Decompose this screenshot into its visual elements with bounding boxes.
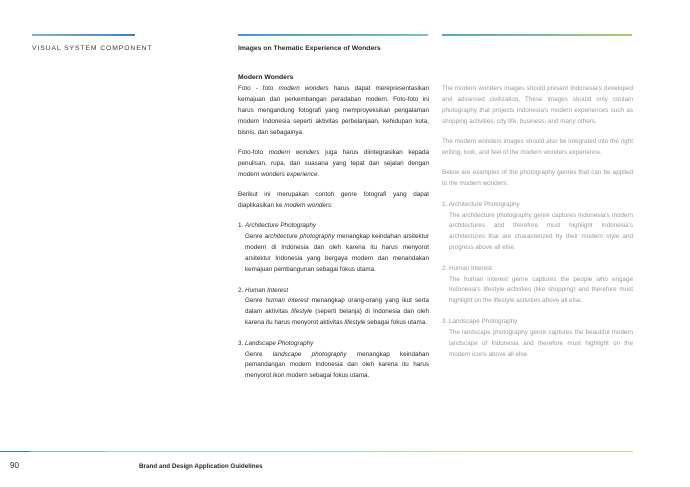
en-list-item-body: The human interest genre captures the people who engage Indonesia's lifestyle activities (like shopping) and therefore must highlight on the lifestyle activities above all else. — [449, 275, 633, 305]
italic-term: Human Interest — [245, 286, 289, 294]
en-list-item-body: The landscape photography genre captures the beautiful modern landscape of Indonesia and therefore must highlight on the modern icons above all else. — [449, 328, 633, 358]
column-heading: Modern Wonders — [238, 74, 294, 81]
footer-title: Brand and Design Application Guidelines — [139, 463, 263, 470]
id-list-item-body: Genre architecture photography menangkap keindahan arsitektur modern di Indonesia dan oleh karena itu harus menyorot arsitektur Indonesia yang bergaya modern dan menandakan kemajuan pembangunan sebagai fokus utama. — [245, 233, 429, 274]
footer-rule-light — [106, 451, 633, 452]
id-list-item-title: 2. Human Interest — [238, 286, 289, 294]
footer-rule-dark — [0, 451, 30, 452]
en-paragraph-3: Below are examples of the photography genres that can be applied to the modern wonders: — [442, 169, 633, 188]
en-list-item-body: The architecture photography genre captures Indonesia's modern architectures and therefore must highlight Indonesia's architectures that are characterized by their modern style and progress above all else. — [449, 211, 633, 252]
italic-term: human interest — [265, 297, 309, 305]
section-title: Images on Thematic Experience of Wonders — [238, 45, 381, 52]
italic-term: landscape photography — [272, 350, 347, 358]
section-label: VISUAL SYSTEM COMPONENT — [32, 45, 153, 52]
id-paragraph-1: Foto - foto modern wonders harus dapat merepresentasikan kemajuan dan perkembangan peradaban modern. Foto-foto ini harus mengandung fotografi yang memproyeksikan pengalaman modern Indonesia seperti aktivitas perbelanjaan, kehidupan kota, bisnis, dan sebagainya. — [238, 84, 429, 136]
en-list-item-3 — [442, 317, 633, 361]
en-list-item-1 — [442, 200, 633, 255]
italic-term: modern wonders — [284, 202, 332, 210]
id-list-item-2 — [238, 286, 429, 330]
en-paragraph-1: The modern wonders images should present Indonesia's developed and advanced civilization. These images should only contain photography that projects Indonesia's modern experiences such as shopping activities, city life, business, and many others. — [442, 84, 633, 125]
en-list-item-title: 2. Human Interest — [442, 264, 493, 272]
footer-rule-mid — [30, 451, 106, 452]
header-rule-left — [32, 34, 135, 36]
indonesian-column — [238, 73, 429, 392]
id-list-item-3 — [238, 339, 429, 383]
english-column — [442, 73, 633, 370]
id-paragraph-3: Berikut ini merupakan contoh genre fotografi yang dapat diaplikasikan ke modern wonders: — [238, 191, 429, 210]
id-list-item-body: Genre landscape photography menangkap keindahan pemandangan modern Indonesia dan oleh karena itu harus menyorot ikon modern sebagai fokus utama. — [245, 350, 429, 380]
italic-term: lifestyle — [291, 308, 313, 316]
italic-term: Landscape Photography — [245, 339, 314, 347]
italic-term: lifestyle — [344, 319, 366, 327]
en-list-item-2 — [442, 264, 633, 308]
id-list-item-title: 3. Landscape Photography — [238, 339, 314, 347]
italic-term: modern wonders — [268, 148, 320, 156]
italic-term: Architecture Photography — [245, 222, 317, 230]
id-paragraph-2: Foto-foto modern wonders juga harus diintegrasikan kepada penulisan, rupa, dan suasana yang tepat dan sejalan dengan modern wonders experience. — [238, 148, 429, 178]
en-list-item-title: 1. Architecture Photography — [442, 200, 520, 208]
id-list-item-title: 1. Architecture Photography — [238, 222, 317, 230]
header-rule-middle — [238, 34, 428, 36]
header-rule-right — [442, 34, 632, 36]
italic-term: architecture photography — [264, 233, 335, 241]
id-list-item-body: Genre human interest menangkap orang-orang yang ikut serta dalam aktivitas lifestyle (seperti belanja) di Indonesia dan oleh karena itu harus menyorot aktivitas lifestyle sebagai fokus utama. — [245, 297, 429, 327]
en-paragraph-2: The modern wonders images should also be integrated into the right writing, look, and feel of the modern wonders experience. — [442, 138, 633, 156]
page-number: 90 — [10, 461, 19, 470]
italic-term: modern wonders — [278, 84, 329, 92]
id-list-item-1 — [238, 221, 429, 276]
en-list-item-title: 3. Landscape Photography — [442, 317, 518, 325]
italic-term: modern wonders experience — [238, 170, 318, 178]
